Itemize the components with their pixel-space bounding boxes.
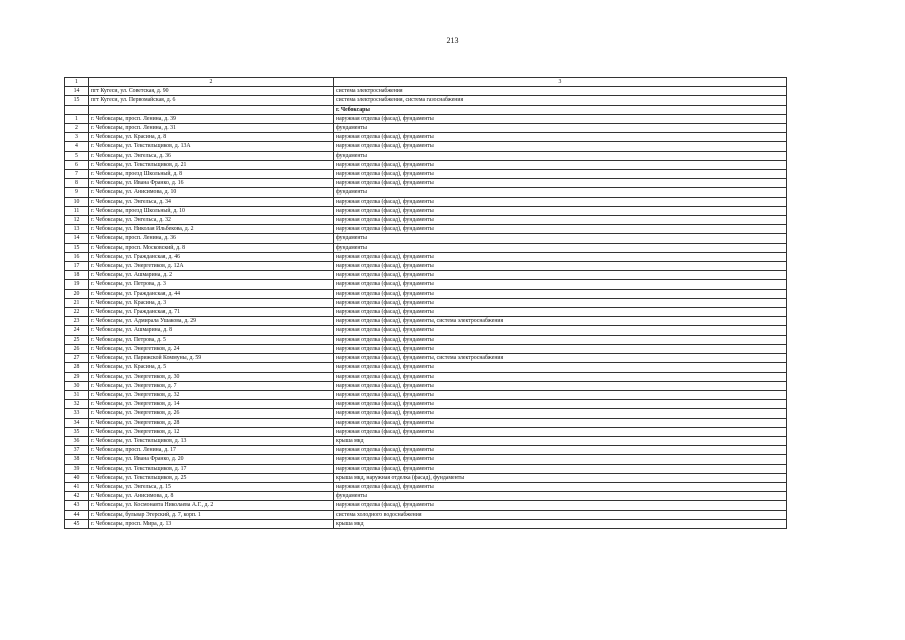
- row-number-cell: 36: [65, 436, 89, 445]
- table-row: [65, 87, 787, 96]
- table-row: [65, 390, 787, 399]
- works-cell: система холодного водоснабжения: [334, 510, 787, 519]
- row-number-cell: 42: [65, 492, 89, 501]
- address-cell: г. Чебоксары, ул. Ашмарина, д. 2: [89, 271, 334, 280]
- row-number-cell: 2: [65, 124, 89, 133]
- row-number-cell: 18: [65, 271, 89, 280]
- works-cell: наружная отделка (фасад), фундаменты: [334, 225, 787, 234]
- row-number-cell: 23: [65, 317, 89, 326]
- table-row: [65, 308, 787, 317]
- address-cell: г. Чебоксары, проезд Школьный, д. 8: [89, 170, 334, 179]
- table-row: [65, 372, 787, 381]
- works-cell: наружная отделка (фасад), фундаменты: [334, 216, 787, 225]
- address-cell: г. Чебоксары, ул. Красина, д. 8: [89, 133, 334, 142]
- table-row: [65, 400, 787, 409]
- works-cell: крыша мкд: [334, 519, 787, 528]
- section-empty-cell: [65, 105, 89, 114]
- header-cell: 1: [65, 78, 89, 87]
- objects-table-body: [65, 78, 787, 529]
- row-number-cell: 44: [65, 510, 89, 519]
- table-row: [65, 446, 787, 455]
- section-empty-cell: [89, 105, 334, 114]
- row-number-cell: 5: [65, 151, 89, 160]
- works-cell: наружная отделка (фасад), фундаменты: [334, 363, 787, 372]
- table-row: [65, 409, 787, 418]
- row-number-cell: 21: [65, 298, 89, 307]
- table-row: [65, 206, 787, 215]
- works-cell: наружная отделка (фасад), фундаменты: [334, 262, 787, 271]
- address-cell: г. Чебоксары, ул. Ивана Франко, д. 20: [89, 455, 334, 464]
- works-cell: наружная отделка (фасад), фундаменты: [334, 289, 787, 298]
- address-cell: г. Чебоксары, ул. Анисимова, д. 10: [89, 188, 334, 197]
- address-cell: г. Чебоксары, ул. Гражданская, д. 44: [89, 289, 334, 298]
- address-cell: г. Чебоксары, ул. Анисимова, д. 8: [89, 492, 334, 501]
- table-row: [65, 455, 787, 464]
- row-number-cell: 16: [65, 252, 89, 261]
- works-cell: наружная отделка (фасад), фундаменты: [334, 197, 787, 206]
- section-title: г. Чебоксары: [334, 105, 787, 114]
- works-cell: наружная отделка (фасад), фундаменты: [334, 114, 787, 123]
- table-row: [65, 492, 787, 501]
- table-row: [65, 280, 787, 289]
- row-number-cell: 15: [65, 96, 89, 105]
- table-row: [65, 234, 787, 243]
- works-cell: наружная отделка (фасад), фундаменты: [334, 344, 787, 353]
- table-header-row: [65, 78, 787, 87]
- address-cell: г. Чебоксары, ул. Гражданская, д. 71: [89, 308, 334, 317]
- address-cell: г. Чебоксары, ул. Текстильщиков, д. 17: [89, 464, 334, 473]
- works-cell: фундаменты: [334, 188, 787, 197]
- table-row: [65, 96, 787, 105]
- row-number-cell: 39: [65, 464, 89, 473]
- row-number-cell: 13: [65, 225, 89, 234]
- table-row: [65, 464, 787, 473]
- row-number-cell: 25: [65, 335, 89, 344]
- address-cell: г. Чебоксары, ул. Энергетиков, д. 12: [89, 427, 334, 436]
- table-row: [65, 124, 787, 133]
- row-number-cell: 6: [65, 160, 89, 169]
- objects-table: [64, 77, 787, 529]
- address-cell: г. Чебоксары, ул. Космонавта Николаева А.Г., д. 2: [89, 501, 334, 510]
- row-number-cell: 34: [65, 418, 89, 427]
- table-row: [65, 436, 787, 445]
- address-cell: г. Чебоксары, просп. Ленина, д. 31: [89, 124, 334, 133]
- table-row: [65, 427, 787, 436]
- row-number-cell: 3: [65, 133, 89, 142]
- works-cell: наружная отделка (фасад), фундаменты: [334, 446, 787, 455]
- row-number-cell: 41: [65, 482, 89, 491]
- table-row: [65, 262, 787, 271]
- row-number-cell: 14: [65, 234, 89, 243]
- address-cell: г. Чебоксары, ул. Энергетиков, д. 12А: [89, 262, 334, 271]
- table-row: [65, 317, 787, 326]
- address-cell: г. Чебоксары, просп. Ленина, д. 17: [89, 446, 334, 455]
- works-cell: фундаменты: [334, 151, 787, 160]
- address-cell: пгт Кугеси, ул. Первомайская, д. 6: [89, 96, 334, 105]
- table-row: [65, 170, 787, 179]
- address-cell: г. Чебоксары, просп. Московский, д. 8: [89, 243, 334, 252]
- row-number-cell: 35: [65, 427, 89, 436]
- works-cell: наружная отделка (фасад), фундаменты: [334, 409, 787, 418]
- works-cell: наружная отделка (фасад), фундаменты: [334, 133, 787, 142]
- works-cell: наружная отделка (фасад), фундаменты: [334, 206, 787, 215]
- table-row: [65, 133, 787, 142]
- works-cell: наружная отделка (фасад), фундаменты: [334, 280, 787, 289]
- address-cell: г. Чебоксары, ул. Энгельса, д. 32: [89, 216, 334, 225]
- row-number-cell: 27: [65, 354, 89, 363]
- table-row: [65, 335, 787, 344]
- works-cell: фундаменты: [334, 234, 787, 243]
- row-number-cell: 8: [65, 179, 89, 188]
- works-cell: система электроснабжения: [334, 87, 787, 96]
- works-cell: наружная отделка (фасад), фундаменты: [334, 335, 787, 344]
- table-row: [65, 142, 787, 151]
- row-number-cell: 4: [65, 142, 89, 151]
- row-number-cell: 45: [65, 519, 89, 528]
- row-number-cell: 22: [65, 308, 89, 317]
- address-cell: г. Чебоксары, ул. Гражданская, д. 46: [89, 252, 334, 261]
- row-number-cell: 40: [65, 473, 89, 482]
- table-row: [65, 216, 787, 225]
- table-row: [65, 482, 787, 491]
- row-number-cell: 14: [65, 87, 89, 96]
- row-number-cell: 19: [65, 280, 89, 289]
- address-cell: г. Чебоксары, ул. Энергетиков, д. 32: [89, 390, 334, 399]
- address-cell: г. Чебоксары, ул. Энгельса, д. 15: [89, 482, 334, 491]
- address-cell: г. Чебоксары, ул. Ивана Франко, д. 16: [89, 179, 334, 188]
- row-number-cell: 38: [65, 455, 89, 464]
- row-number-cell: 28: [65, 363, 89, 372]
- address-cell: г. Чебоксары, ул. Энергетиков, д. 7: [89, 381, 334, 390]
- row-number-cell: 9: [65, 188, 89, 197]
- works-cell: крыша мкд: [334, 436, 787, 445]
- works-cell: система электроснабжения, система газоснабжения: [334, 96, 787, 105]
- table-row: [65, 188, 787, 197]
- table-row: [65, 151, 787, 160]
- table-row: [65, 501, 787, 510]
- works-cell: наружная отделка (фасад), фундаменты: [334, 160, 787, 169]
- table-row: [65, 114, 787, 123]
- works-cell: наружная отделка (фасад), фундаменты: [334, 326, 787, 335]
- address-cell: г. Чебоксары, ул. Энергетиков, д. 24: [89, 344, 334, 353]
- address-cell: г. Чебоксары, ул. Ашмарина, д. 8: [89, 326, 334, 335]
- header-cell: 3: [334, 78, 787, 87]
- row-number-cell: 1: [65, 114, 89, 123]
- address-cell: г. Чебоксары, ул. Адмирала Ушакова, д. 29: [89, 317, 334, 326]
- table-row: [65, 179, 787, 188]
- row-number-cell: 7: [65, 170, 89, 179]
- table-row: [65, 418, 787, 427]
- address-cell: г. Чебоксары, ул. Николая Ильбекова, д. 2: [89, 225, 334, 234]
- works-cell: наружная отделка (фасад), фундаменты: [334, 298, 787, 307]
- address-cell: г. Чебоксары, ул. Энгельса, д. 34: [89, 197, 334, 206]
- works-cell: наружная отделка (фасад), фундаменты, система электроснабжения: [334, 317, 787, 326]
- address-cell: г. Чебоксары, ул. Петрова, д. 3: [89, 280, 334, 289]
- address-cell: г. Чебоксары, ул. Энергетиков, д. 28: [89, 418, 334, 427]
- works-cell: наружная отделка (фасад), фундаменты: [334, 464, 787, 473]
- table-row: [65, 381, 787, 390]
- table-row: [65, 326, 787, 335]
- row-number-cell: 24: [65, 326, 89, 335]
- table-row: [65, 197, 787, 206]
- address-cell: г. Чебоксары, просп. Ленина, д. 39: [89, 114, 334, 123]
- table-row: [65, 271, 787, 280]
- address-cell: г. Чебоксары, ул. Текстильщиков, д. 13: [89, 436, 334, 445]
- works-cell: фундаменты: [334, 492, 787, 501]
- row-number-cell: 17: [65, 262, 89, 271]
- row-number-cell: 37: [65, 446, 89, 455]
- address-cell: г. Чебоксары, просп. Ленина, д. 36: [89, 234, 334, 243]
- row-number-cell: 30: [65, 381, 89, 390]
- works-cell: наружная отделка (фасад), фундаменты: [334, 418, 787, 427]
- row-number-cell: 29: [65, 372, 89, 381]
- table-row: [65, 289, 787, 298]
- table-row: [65, 243, 787, 252]
- table-row: [65, 519, 787, 528]
- address-cell: г. Чебоксары, ул. Красина, д. 5: [89, 363, 334, 372]
- row-number-cell: 11: [65, 206, 89, 215]
- works-cell: наружная отделка (фасад), фундаменты: [334, 372, 787, 381]
- table-row: [65, 225, 787, 234]
- works-cell: наружная отделка (фасад), фундаменты: [334, 390, 787, 399]
- works-cell: наружная отделка (фасад), фундаменты: [334, 381, 787, 390]
- address-cell: г. Чебоксары, ул. Текстильщиков, д. 25: [89, 473, 334, 482]
- table-row: [65, 354, 787, 363]
- page-number: 213: [446, 36, 459, 45]
- section-row: [65, 105, 787, 114]
- address-cell: г. Чебоксары, бульвар Эгерский, д. 7, корп. 1: [89, 510, 334, 519]
- table-row: [65, 473, 787, 482]
- works-cell: наружная отделка (фасад), фундаменты: [334, 455, 787, 464]
- row-number-cell: 33: [65, 409, 89, 418]
- address-cell: г. Чебоксары, ул. Энгельса, д. 36: [89, 151, 334, 160]
- table-row: [65, 298, 787, 307]
- works-cell: фундаменты: [334, 243, 787, 252]
- works-cell: наружная отделка (фасад), фундаменты: [334, 142, 787, 151]
- works-cell: наружная отделка (фасад), фундаменты, система электроснабжения: [334, 354, 787, 363]
- works-cell: наружная отделка (фасад), фундаменты: [334, 252, 787, 261]
- address-cell: г. Чебоксары, ул. Текстильщиков, д. 21: [89, 160, 334, 169]
- address-cell: г. Чебоксары, ул. Красина, д. 3: [89, 298, 334, 307]
- row-number-cell: 26: [65, 344, 89, 353]
- works-cell: наружная отделка (фасад), фундаменты: [334, 400, 787, 409]
- address-cell: г. Чебоксары, ул. Энергетиков, д. 26: [89, 409, 334, 418]
- works-cell: фундаменты: [334, 124, 787, 133]
- address-cell: г. Чебоксары, ул. Текстильщиков, д. 13А: [89, 142, 334, 151]
- row-number-cell: 10: [65, 197, 89, 206]
- address-cell: г. Чебоксары, ул. Петрова, д. 5: [89, 335, 334, 344]
- works-cell: наружная отделка (фасад), фундаменты: [334, 482, 787, 491]
- works-cell: наружная отделка (фасад), фундаменты: [334, 170, 787, 179]
- table-row: [65, 252, 787, 261]
- row-number-cell: 20: [65, 289, 89, 298]
- table-row: [65, 510, 787, 519]
- row-number-cell: 32: [65, 400, 89, 409]
- works-cell: крыша мкд, наружная отделка (фасад), фундаменты: [334, 473, 787, 482]
- table-row: [65, 363, 787, 372]
- works-cell: наружная отделка (фасад), фундаменты: [334, 179, 787, 188]
- works-cell: наружная отделка (фасад), фундаменты: [334, 501, 787, 510]
- table-row: [65, 344, 787, 353]
- table-row: [65, 160, 787, 169]
- works-cell: наружная отделка (фасад), фундаменты: [334, 308, 787, 317]
- row-number-cell: 31: [65, 390, 89, 399]
- address-cell: г. Чебоксары, ул. Энергетиков, д. 14: [89, 400, 334, 409]
- row-number-cell: 15: [65, 243, 89, 252]
- row-number-cell: 12: [65, 216, 89, 225]
- address-cell: г. Чебоксары, просп. Мира, д. 13: [89, 519, 334, 528]
- address-cell: г. Чебоксары, ул. Энергетиков, д. 30: [89, 372, 334, 381]
- address-cell: пгт Кугеси, ул. Советская, д. 90: [89, 87, 334, 96]
- header-cell: 2: [89, 78, 334, 87]
- works-cell: наружная отделка (фасад), фундаменты: [334, 271, 787, 280]
- address-cell: г. Чебоксары, ул. Парижской Коммуны, д. 59: [89, 354, 334, 363]
- row-number-cell: 43: [65, 501, 89, 510]
- address-cell: г. Чебоксары, проезд Школьный, д. 10: [89, 206, 334, 215]
- works-cell: наружная отделка (фасад), фундаменты: [334, 427, 787, 436]
